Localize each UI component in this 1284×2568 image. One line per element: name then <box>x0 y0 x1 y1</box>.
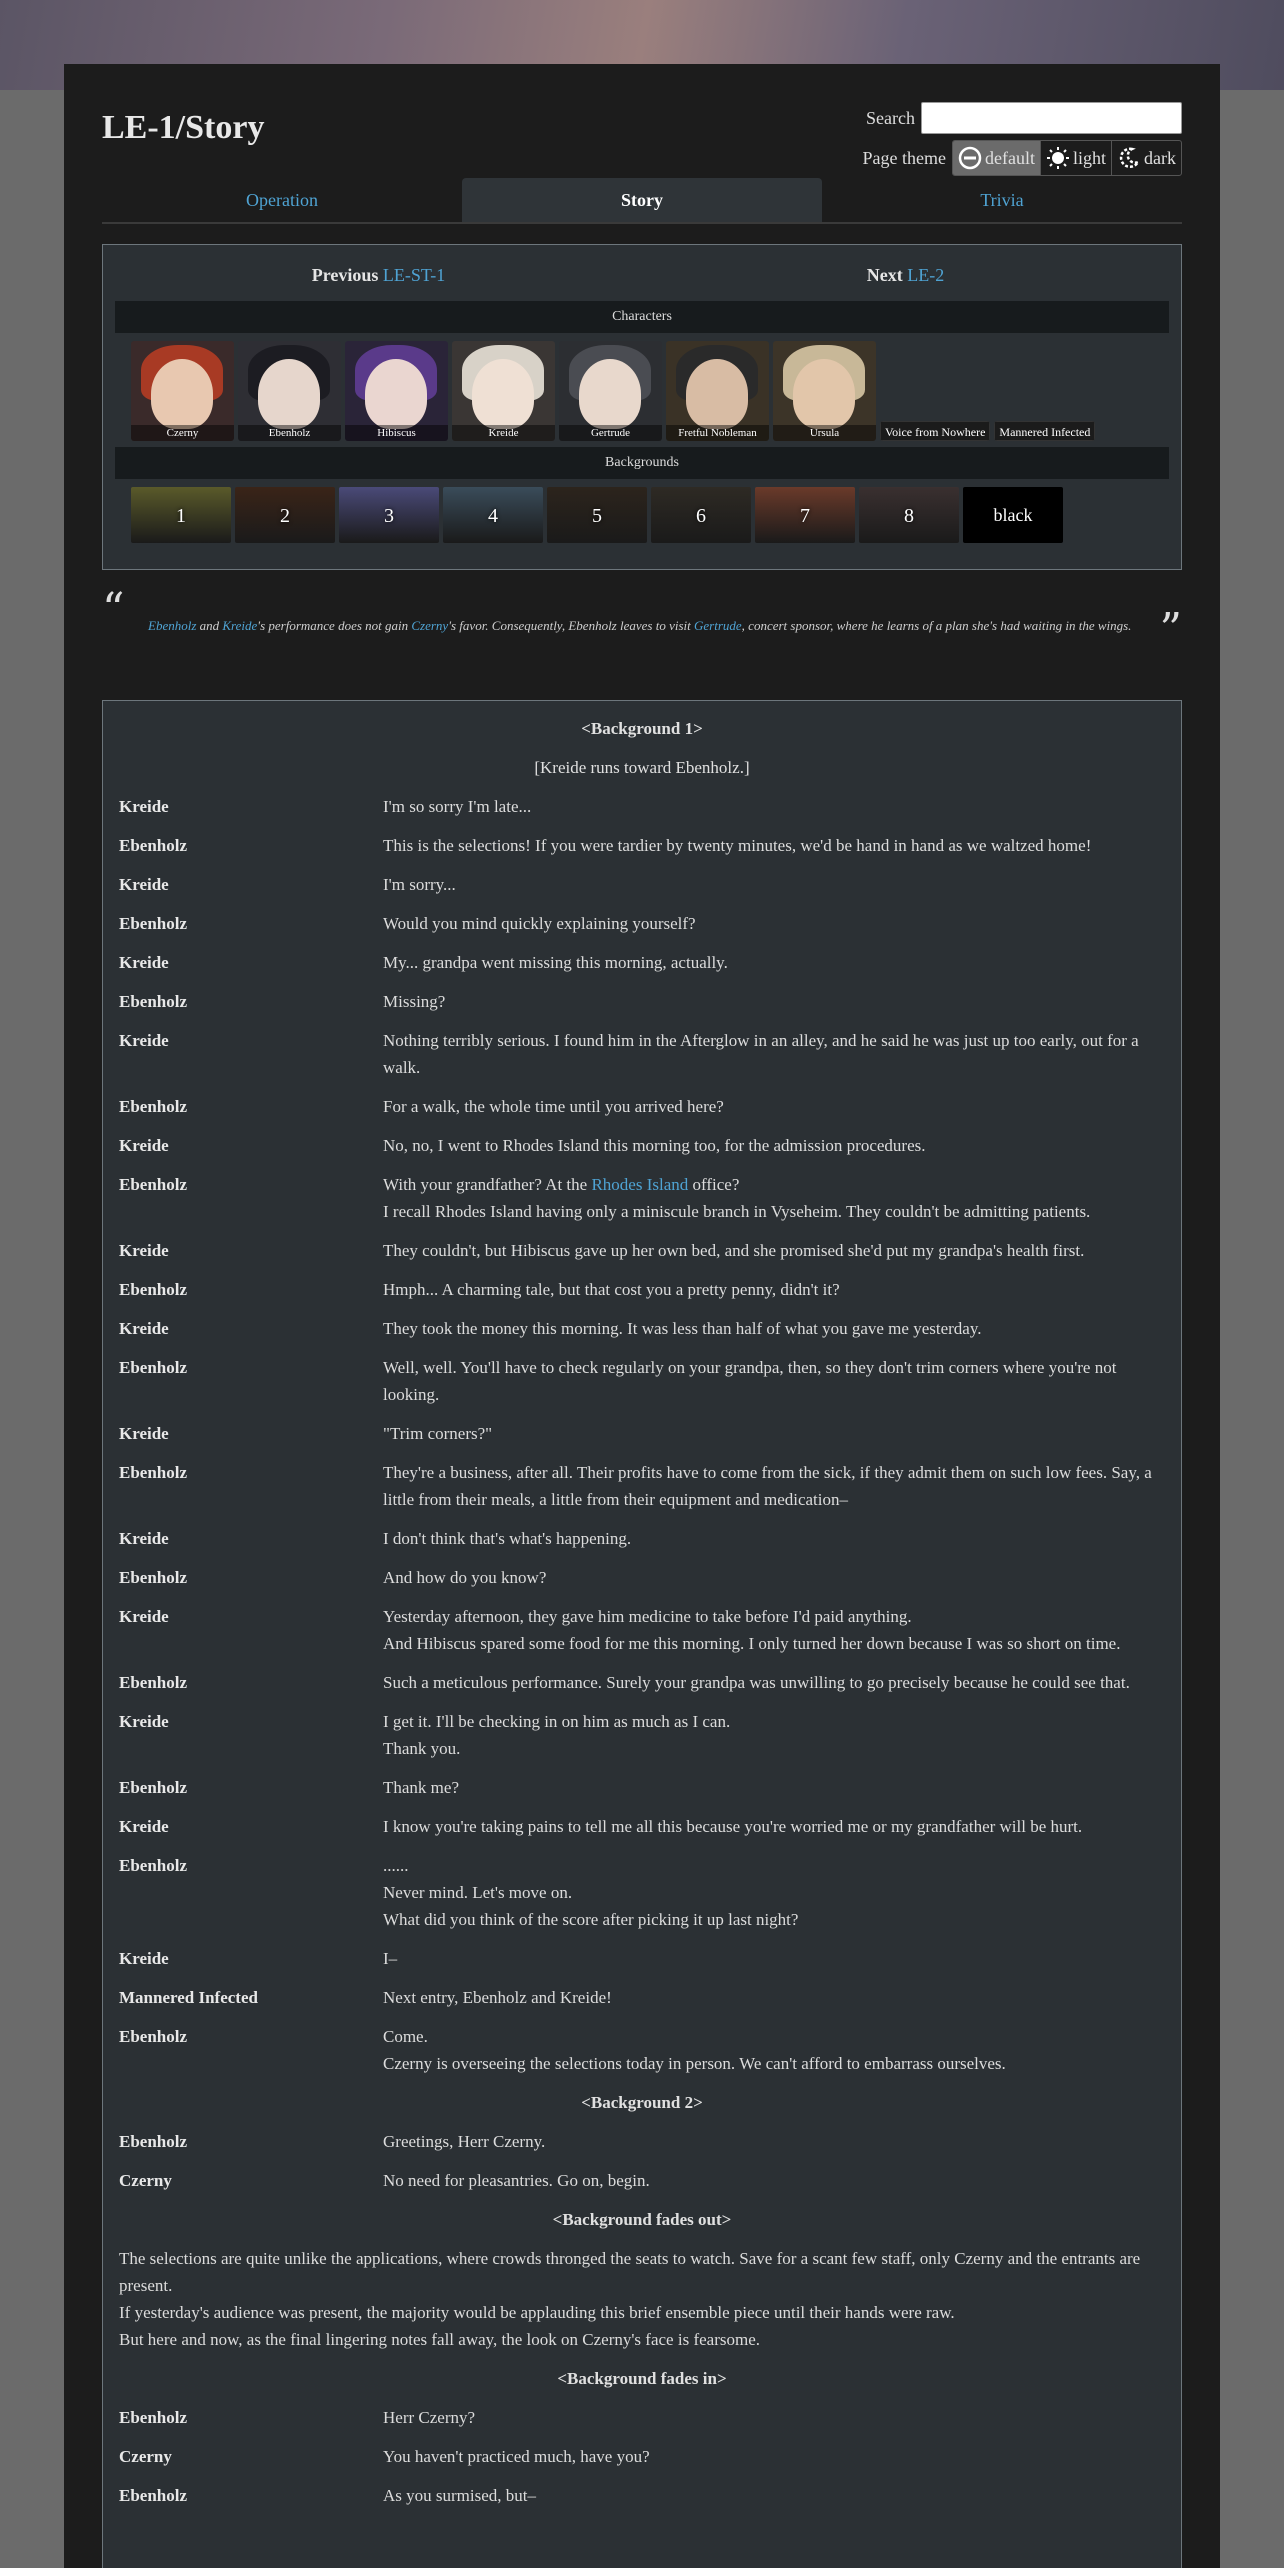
dialogue-row <box>119 1093 1165 1120</box>
dialogue-row <box>119 832 1165 859</box>
speaker-name: Kreide <box>119 1424 169 1443</box>
background-marker: <Background fades in> <box>557 2369 727 2388</box>
dialogue-row <box>119 2404 1165 2431</box>
dialogue-row <box>119 1945 1165 1972</box>
summary-link-gertrude[interactable]: Gertrude <box>694 618 742 633</box>
background-thumbnail[interactable] <box>963 487 1063 543</box>
speaker-name: Ebenholz <box>119 1097 188 1116</box>
speaker-name: Czerny <box>119 2447 172 2466</box>
theme-default-button[interactable] <box>953 141 1041 175</box>
character-portrait[interactable] <box>238 341 341 441</box>
dialogue-row <box>119 2023 1165 2077</box>
background-label: 3 <box>384 505 394 527</box>
speaker-name: Ebenholz <box>119 1856 188 1875</box>
speaker-name: Ebenholz <box>119 1175 188 1194</box>
background-label: 7 <box>800 505 810 527</box>
portrait-face <box>686 359 748 429</box>
dialogue-row <box>119 1774 1165 1801</box>
summary-link-czerny[interactable]: Czerny <box>411 618 449 633</box>
character-name: Czerny <box>131 425 234 441</box>
dialogue-row <box>119 871 1165 898</box>
background-label: black <box>993 505 1033 525</box>
next-link[interactable]: LE-2 <box>907 264 945 285</box>
dialogue-row <box>119 1132 1165 1159</box>
page-header <box>102 64 1182 174</box>
dialogue-text: No, no, I went to Rhodes Island this morning too, for the admission procedures. <box>383 1136 926 1155</box>
dialogue-row <box>119 1813 1165 1840</box>
portrait-face <box>793 359 855 429</box>
background-label: 4 <box>488 505 498 527</box>
dialogue-text: ...... Never mind. Let's move on. What did you think of the score after picking it up last night? <box>383 1856 799 1929</box>
dialogue-text: And how do you know? <box>383 1568 547 1587</box>
characters-list <box>115 333 1169 441</box>
tab-bar <box>102 178 1182 224</box>
story-summary <box>102 584 1182 676</box>
speaker-name: Ebenholz <box>119 992 188 1011</box>
background-thumbnail[interactable] <box>235 487 335 543</box>
dialogue-row <box>119 1564 1165 1591</box>
summary-text: 's performance does not gain <box>257 618 412 633</box>
dialogue-row <box>119 910 1165 937</box>
next-nav <box>642 265 1169 286</box>
summary-link-kreide[interactable]: Kreide <box>222 618 258 633</box>
dialogue-text: Such a meticulous performance. Surely your grandpa was unwilling to go precisely because he could see that. <box>383 1673 1130 1692</box>
dialogue-text: Well, well. You'll have to check regularly on your grandpa, then, so they don't trim corners where you're not looking. <box>383 1358 1117 1404</box>
dialogue-text: Come. Czerny is overseeing the selections today in person. We can't afford to embarrass ourselves. <box>383 2027 1006 2073</box>
portrait-face <box>365 359 427 429</box>
speaker-name: Ebenholz <box>119 1280 188 1299</box>
dialogue-text: They couldn't, but Hibiscus gave up her own bed, and she promised she'd put my grandpa's health first. <box>383 1241 1085 1260</box>
speaker-name: Czerny <box>119 2171 172 2190</box>
speaker-name: Kreide <box>119 1607 169 1626</box>
dialogue-row <box>119 1237 1165 1264</box>
dialogue-text: They took the money this morning. It was less than half of what you gave me yesterday. <box>383 1319 982 1338</box>
backgrounds-header: Backgrounds <box>115 447 1169 479</box>
theme-dark-button[interactable] <box>1112 141 1181 175</box>
speaker-name: Kreide <box>119 1817 169 1836</box>
background-label: 8 <box>904 505 914 527</box>
summary-text: 's favor. Consequently, Ebenholz leaves to visit <box>448 618 694 633</box>
speaker-name: Kreide <box>119 875 169 894</box>
prev-next-row <box>115 255 1169 295</box>
dialogue-row <box>119 1708 1165 1762</box>
dialogue-text: With your grandfather? At the Rhodes Island office? I recall Rhodes Island having only a miniscule branch in Vyseheim. They couldn't be admitting patients. <box>383 1175 1091 1221</box>
speaker-name: Ebenholz <box>119 2408 188 2427</box>
character-name: Ebenholz <box>238 425 341 441</box>
dialogue-text: I don't think that's what's happening. <box>383 1529 632 1548</box>
speaker-name: Kreide <box>119 953 169 972</box>
dialogue-text: I'm so sorry I'm late... <box>383 797 532 816</box>
dialogue-text: I know you're taking pains to tell me all this because you're worried me or my grandfather will be hurt. <box>383 1817 1083 1836</box>
character-name: Fretful Nobleman <box>666 425 769 441</box>
speaker-name: Kreide <box>119 1241 169 1260</box>
theme-dark-label: dark <box>1144 147 1176 168</box>
character-portrait[interactable] <box>666 341 769 441</box>
dialogue-row <box>119 1171 1165 1225</box>
dialogue-text: Herr Czerny? <box>383 2408 476 2427</box>
character-name: Voice from Nowhere <box>880 421 990 441</box>
dialogue-row <box>119 1354 1165 1408</box>
speaker-name: Ebenholz <box>119 2486 188 2505</box>
speaker-name: Kreide <box>119 1319 169 1338</box>
character-portrait[interactable] <box>345 341 448 441</box>
dialogue-row <box>119 2128 1165 2155</box>
character-portrait[interactable] <box>559 341 662 441</box>
dialogue-row <box>119 1027 1165 1081</box>
background-marker: <Background fades out> <box>552 2210 732 2229</box>
speaker-name: Kreide <box>119 1136 169 1155</box>
dialogue-row <box>119 2167 1165 2194</box>
character-portrait[interactable] <box>131 341 234 441</box>
stage-direction: [Kreide runs toward Ebenholz.] <box>534 758 750 777</box>
dialogue-row <box>119 2443 1165 2470</box>
dialogue-text: Missing? <box>383 992 446 1011</box>
speaker-name: Ebenholz <box>119 1778 188 1797</box>
dialogue-text: For a walk, the whole time until you arrived here? <box>383 1097 724 1116</box>
theme-light-label: light <box>1073 147 1107 168</box>
speaker-name: Kreide <box>119 1949 169 1968</box>
speaker-name: Ebenholz <box>119 1568 188 1587</box>
open-quote-icon: “ <box>102 584 125 635</box>
speaker-name: Ebenholz <box>119 1358 188 1377</box>
speaker-name: Ebenholz <box>119 2027 188 2046</box>
dialogue-text: I– <box>383 1949 398 1968</box>
speaker-name: Mannered Infected <box>119 1988 258 2007</box>
theme-default-label: default <box>985 147 1035 168</box>
speaker-name: Ebenholz <box>119 1673 188 1692</box>
narration: The selections are quite unlike the applications, where crowds thronged the seats to watch. Save for a scant few staff, only Czerny and the entrants are present. If yesterday's audience was present, the majority would be applauding this brief ensemble piece until their hands were raw. But here and now, as the final lingering notes fall away, the look on Czerny's face is fearsome. <box>119 2249 1141 2349</box>
summary-text: , concert sponsor, where he learns of a plan she's had waiting in the wings. <box>741 618 1132 633</box>
theme-light-button[interactable] <box>1041 141 1112 175</box>
dialogue-row <box>119 1525 1165 1552</box>
summary-link-ebenholz[interactable]: Ebenholz <box>148 618 197 633</box>
character-name: Kreide <box>452 425 555 441</box>
next-label: Next <box>866 264 903 285</box>
dialogue-text: You haven't practiced much, have you? <box>383 2447 650 2466</box>
dialogue-row <box>119 1420 1165 1447</box>
background-thumbnail[interactable] <box>547 487 647 543</box>
tab-operation[interactable]: Operation <box>246 190 318 210</box>
dialogue-text: They're a business, after all. Their profits have to come from the sick, if they admit them on such low fees. Say, a little from their meals, a little from their equipment and medication– <box>383 1463 1152 1509</box>
dialogue-row <box>119 988 1165 1015</box>
dialogue-row <box>119 793 1165 820</box>
dialogue-text: My... grandpa went missing this morning, actually. <box>383 953 728 972</box>
summary-text: and <box>196 618 223 633</box>
dialogue-row <box>119 1459 1165 1513</box>
dialogue-text: This is the selections! If you were tardier by twenty minutes, we'd be hand in hand as we waltzed home! <box>383 836 1092 855</box>
tab-trivia[interactable]: Trivia <box>980 190 1024 210</box>
dialogue-text: As you surmised, but– <box>383 2486 536 2505</box>
previous-link[interactable]: LE-ST-1 <box>382 264 446 285</box>
moon-icon <box>1117 146 1141 170</box>
character-portrait[interactable] <box>880 421 990 441</box>
page-container <box>64 64 1220 2568</box>
dialogue-row <box>119 1984 1165 2011</box>
circle-dash-icon <box>958 146 982 170</box>
page-title: LE-1/Story <box>102 109 265 146</box>
dialogue-text: Yesterday afternoon, they gave him medicine to take before I'd paid anything. And Hibiscus spared some food for me this morning. I only turned her down because I was so short on time. <box>383 1607 1121 1653</box>
character-name: Mannered Infected <box>994 421 1095 441</box>
dialogue-row <box>119 1315 1165 1342</box>
rhodes-island-link[interactable]: Rhodes Island <box>591 1175 689 1194</box>
characters-header: Characters <box>115 301 1169 333</box>
speaker-name: Ebenholz <box>119 836 188 855</box>
close-quote-icon: ” <box>1159 604 1182 655</box>
dialogue-text: Hmph... A charming tale, but that cost you a pretty penny, didn't it? <box>383 1280 840 1299</box>
character-portrait[interactable] <box>452 341 555 441</box>
speaker-name: Ebenholz <box>119 914 188 933</box>
dialogue-row <box>119 1276 1165 1303</box>
dialogue-row <box>119 1852 1165 1933</box>
story-nav-box <box>102 244 1182 570</box>
speaker-name: Kreide <box>119 797 169 816</box>
speaker-name: Kreide <box>119 1712 169 1731</box>
character-portrait[interactable] <box>773 341 876 441</box>
speaker-name: Kreide <box>119 1529 169 1548</box>
dialogue-text: Next entry, Ebenholz and Kreide! <box>383 1988 612 2007</box>
background-thumbnail[interactable] <box>131 487 231 543</box>
theme-switcher <box>952 140 1182 176</box>
dialogue-row <box>119 949 1165 976</box>
background-thumbnail[interactable] <box>755 487 855 543</box>
speaker-name: Kreide <box>119 1031 169 1050</box>
search-row <box>866 102 1182 134</box>
background-thumbnail[interactable] <box>443 487 543 543</box>
character-portrait[interactable] <box>994 421 1095 441</box>
dialogue-text: I'm sorry... <box>383 875 456 894</box>
dialogue-text: No need for pleasantries. Go on, begin. <box>383 2171 650 2190</box>
previous-label: Previous <box>311 264 379 285</box>
dialogue-row <box>119 1603 1165 1657</box>
portrait-face <box>579 359 641 429</box>
dialogue-text: "Trim corners?" <box>383 1424 493 1443</box>
portrait-face <box>472 359 534 429</box>
character-name: Gertrude <box>559 425 662 441</box>
story-transcript <box>102 700 1182 2568</box>
portrait-face <box>258 359 320 429</box>
speaker-name: Ebenholz <box>119 2132 188 2151</box>
background-marker: <Background 2> <box>581 2093 703 2112</box>
search-input[interactable] <box>921 102 1182 134</box>
dialogue-text: Greetings, Herr Czerny. <box>383 2132 546 2151</box>
background-marker: <Background 1> <box>581 719 703 738</box>
theme-label: Page theme <box>862 147 947 168</box>
backgrounds-list <box>115 479 1169 543</box>
sun-icon <box>1046 146 1070 170</box>
search-label: Search <box>866 107 915 128</box>
background-thumbnail[interactable] <box>859 487 959 543</box>
background-label: 2 <box>280 505 290 527</box>
previous-nav <box>115 265 642 286</box>
dialogue-text: I get it. I'll be checking in on him as much as I can. Thank you. <box>383 1712 731 1758</box>
dialogue-text: Thank me? <box>383 1778 459 1797</box>
character-name: Ursula <box>773 425 876 441</box>
theme-row <box>863 140 1182 176</box>
dialogue-row <box>119 1669 1165 1696</box>
background-label: 1 <box>176 505 186 527</box>
character-name: Hibiscus <box>345 425 448 441</box>
background-thumbnail[interactable] <box>339 487 439 543</box>
tab-story[interactable]: Story <box>462 178 822 222</box>
portrait-face <box>151 359 213 429</box>
background-thumbnail[interactable] <box>651 487 751 543</box>
dialogue-row <box>119 2482 1165 2509</box>
background-label: 6 <box>696 505 706 527</box>
dialogue-text: Would you mind quickly explaining yourself? <box>383 914 696 933</box>
dialogue-text: Nothing terribly serious. I found him in the Afterglow in an alley, and he said he was just up too early, out for a walk. <box>383 1031 1139 1077</box>
background-label: 5 <box>592 505 602 527</box>
speaker-name: Ebenholz <box>119 1463 188 1482</box>
